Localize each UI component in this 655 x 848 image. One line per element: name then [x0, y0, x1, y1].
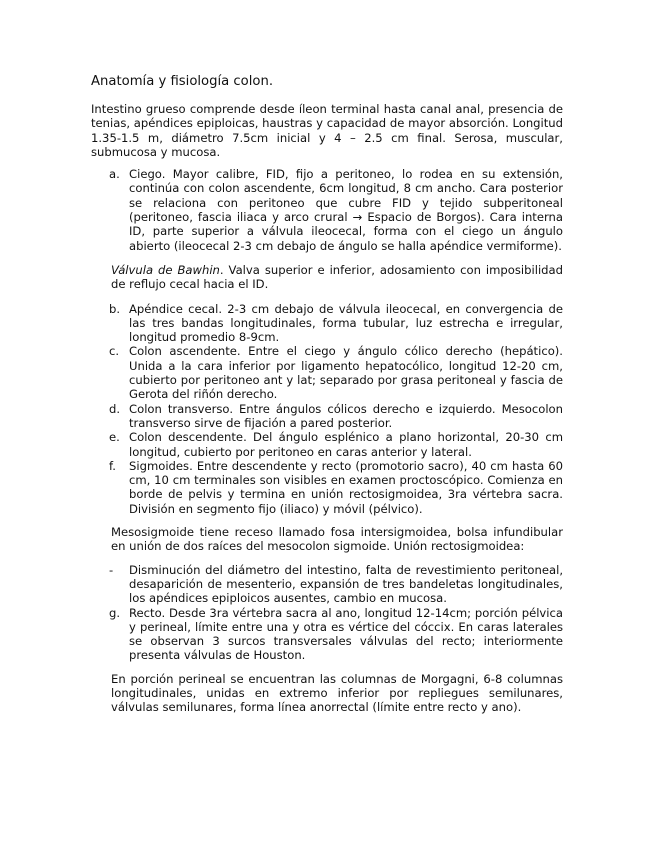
bauhin-paragraph — [91, 263, 563, 292]
list-item-text: Colon descendente. Del ángulo esplénico a plano horizontal, 20-30 cm longitud, cubierto por peritoneo en caras anterior y lateral. — [129, 430, 563, 459]
list-marker: - — [109, 562, 114, 577]
document-title: Anatomía y fisiología colon. — [91, 74, 274, 89]
bauhin-text: . Valva superior e inferior, adosamiento con imposibilidad de reflujo cecal hacia el ID. — [111, 262, 563, 292]
list-item-c — [91, 344, 563, 401]
list-item-text: Colon transverso. Entre ángulos cólicos derecho e izquierdo. Mesocolon transverso sirve de fijación a pared posterior. — [129, 401, 563, 430]
list-item-dash — [91, 563, 563, 606]
list-marker: d. — [109, 401, 121, 416]
list-item-b — [91, 302, 563, 345]
list-item-d — [91, 402, 563, 431]
list-item-f — [91, 459, 563, 516]
list-marker: b. — [109, 301, 121, 316]
list-item-text: Apéndice cecal. 2-3 cm debajo de válvula ileocecal, en convergencia de las tres bandas longitudinales, forma tubular, luz estrecha e irregular, longitud promedio 8-9cm. — [129, 301, 563, 345]
list-item-text: Recto. Desde 3ra vértebra sacra al ano, longitud 12-14cm; porción pélvica y perineal, límite entre una y otra es vértice del cóccix. En caras laterales se observan 3 surcos transversales válvulas del recto; interiormente presenta válvulas de Houston. — [129, 605, 563, 663]
list-item-e — [91, 430, 563, 459]
list-b — [91, 302, 563, 516]
list-a — [91, 167, 563, 253]
list-marker: a. — [109, 167, 120, 182]
list-item-text: Disminución del diámetro del intestino, falta de revestimiento peritoneal, desaparición de mesenterio, expansión de tres bandeletas longitudinales, los apéndices epiploicos ausentes, cambio en mucosa. — [129, 562, 563, 606]
list-item-a — [91, 167, 563, 253]
list-item-text: Colon ascendente. Entre el ciego y ángulo cólico derecho (hepático). Unida a la cara inferior por ligamento hepatocólico, longitud 12-20 cm, cubierto por peritoneo ant y lat; separado por grasa peritoneal y fascia de Gerota del riñón derecho. — [129, 344, 563, 402]
list-item-g — [91, 606, 563, 663]
intro-paragraph: Intestino grueso comprende desde íleon terminal hasta canal anal, presencia de tenias, apéndices epiploicas, haustras y capacidad de mayor absorción. Longitud 1.35-1.5 m, diámetro 7.5cm inicial y 4 – 2.5 cm final. Serosa, muscular, submucosa y mucosa. — [91, 102, 563, 159]
list-marker: g. — [109, 605, 121, 620]
list-marker: e. — [109, 430, 120, 445]
closing-paragraph: En porción perineal se encuentran las columnas de Morgagni, 6-8 columnas longitudinales, unidas en extremo inferior por repliegues semilunares, válvulas semilunares, forma línea anorrectal (límite entre recto y ano). — [111, 671, 563, 715]
mesosigmoide-paragraph: Mesosigmoide tiene receso llamado fosa intersigmoidea, bolsa infundibular en unión de dos raíces del mesocolon sigmoide. Unión rectosigmoidea: — [111, 525, 563, 554]
list-marker: f. — [109, 458, 116, 473]
list-item-text: Sigmoides. Entre descendente y recto (promotorio sacro), 40 cm hasta 60 cm, 10 cm terminales son visibles en examen proctoscópico. Comienza en borde de pelvis y termina en unión rectosigmoidea, 3ra vértebra sacra. División en segmento fijo (iliaco) y móvil (pélvico). — [129, 458, 563, 516]
list-c — [91, 563, 563, 663]
list-item-text: Ciego. Mayor calibre, FID, fijo a peritoneo, lo rodea en su extensión, continúa con colon ascendente, 6cm longitud, 8 cm ancho. Cara posterior se relaciona con peritoneo que cubre FID y tejido subperitoneal (peritoneo, fascia iliaca y arco crural → Espacio de Borgos). Cara interna ID, parte superior a válvula ileocecal, forma con el ciego un ángulo abierto (ileocecal 2-3 cm debajo de ángulo se halla apéndice vermiforme). — [129, 167, 563, 253]
list-marker: c. — [109, 344, 120, 359]
document-body — [91, 74, 563, 715]
bauhin-title: Válvula de Bawhin — [111, 262, 220, 277]
